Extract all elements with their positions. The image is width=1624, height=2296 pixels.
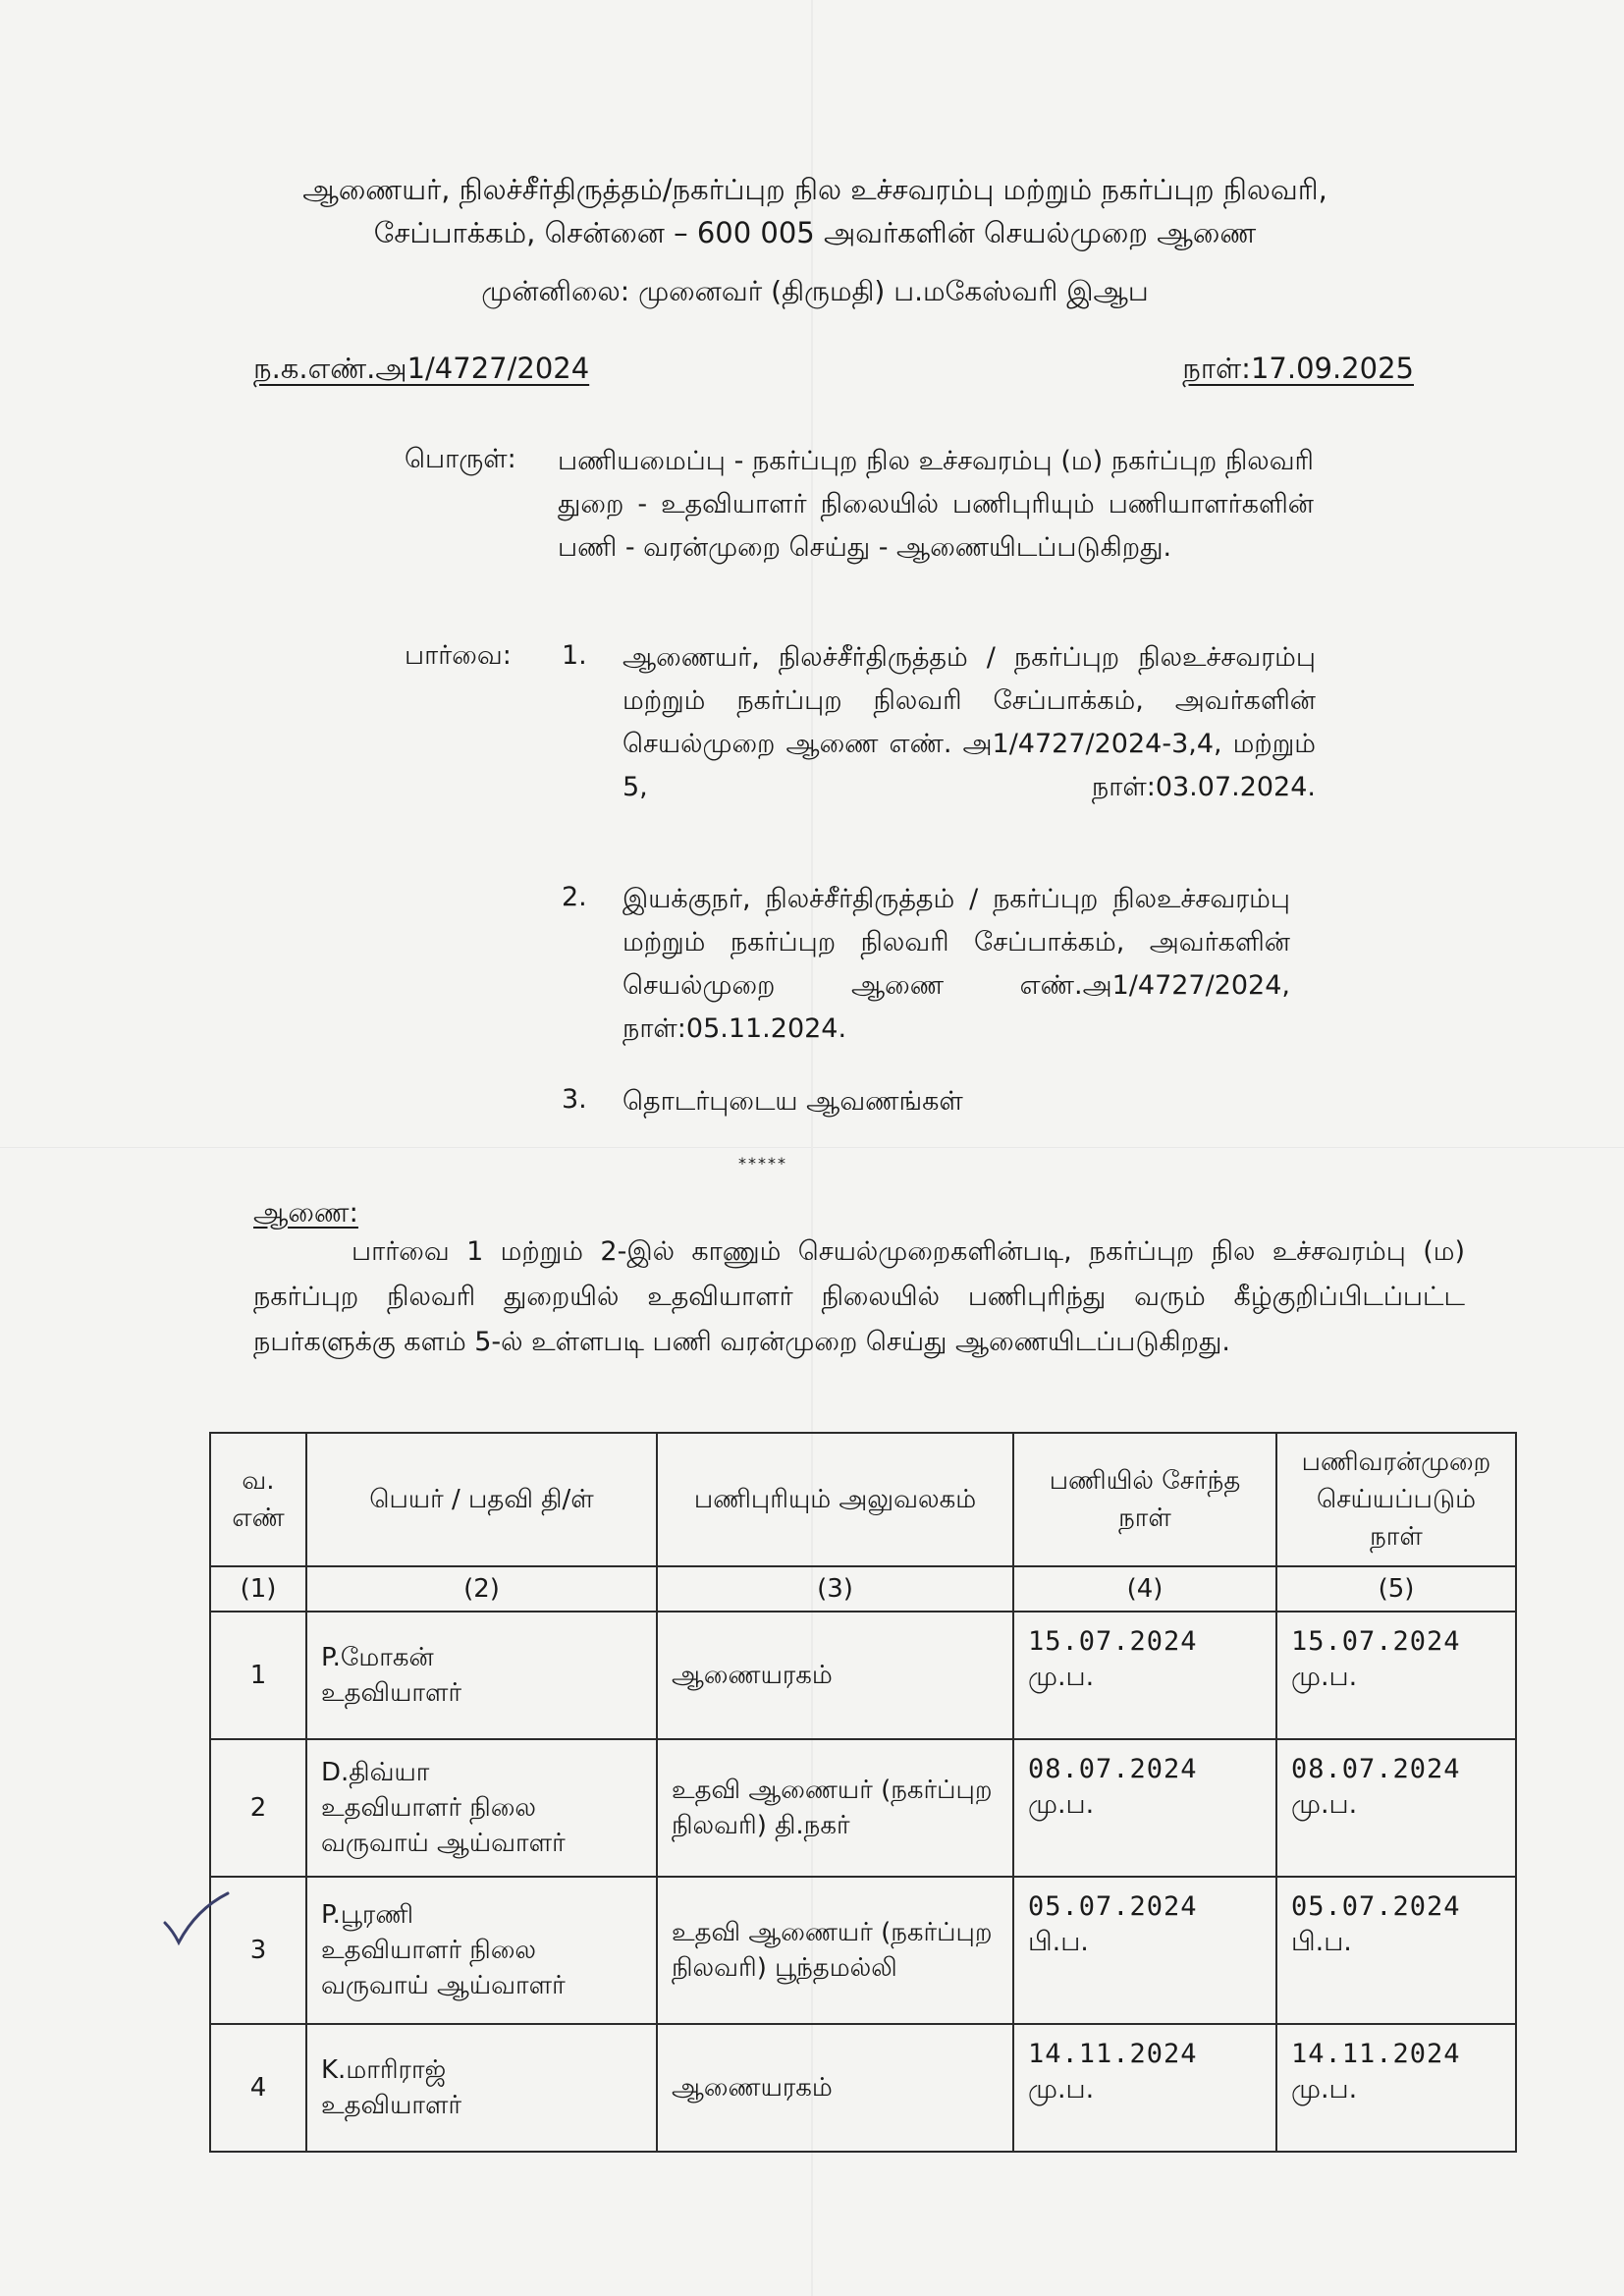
handwritten-tick-icon [157, 1886, 236, 1954]
regularisation-date: 05.07.2024 [1291, 1891, 1461, 1922]
regularisation-date-cell [1276, 2024, 1516, 2152]
office-cell: உதவி ஆணையர் (நகர்ப்புற நிலவரி) பூந்தமல்லி [657, 1877, 1013, 2024]
regularisation-session: பி.ப. [1291, 1927, 1352, 1957]
joining-date-cell [1013, 1739, 1276, 1877]
office-cell: உதவி ஆணையர் (நகர்ப்புற நிலவரி) தி.நகர் [657, 1739, 1013, 1877]
regularisation-date-cell [1276, 1739, 1516, 1877]
joining-date: 05.07.2024 [1028, 1891, 1198, 1922]
column-header: பணிபுரியும் அலுவலகம் [657, 1433, 1013, 1566]
column-header: பணிவரன்முறை செய்யப்படும் நாள் [1276, 1433, 1516, 1566]
joining-session: மு.ப. [1028, 2074, 1095, 2105]
order-body: பார்வை 1 மற்றும் 2-இல் காணும் செயல்முறைகளின்படி, நகர்ப்புற நில உச்சவரம்பு (ம) நகர்ப்புற நிலவரி துறையில் உதவியாளர் நிலையில் பணிபுரிந்து வரும் கீழ்குறிப்பிடப்பட்ட நபர்களுக்கு களம் 5-ல் உள்ளபடி பணி வரன்முறை செய்து ஆணையிடப்படுகிறது. [253, 1236, 1465, 1357]
staff-table [209, 1432, 1517, 2153]
subject-text: பணியமைப்பு - நகர்ப்புற நில உச்சவரம்பு (ம) நகர்ப்புற நிலவரி துறை - உதவியாளர் நிலையில் பணிபுரியும் பணியாளர்களின் பணி - வரன்முறை செய்து - ஆணையிடப்படுகிறது. [558, 446, 1314, 563]
joining-date: 08.07.2024 [1028, 1754, 1198, 1784]
reference-number: 1. [562, 640, 587, 671]
name-post-cell [306, 1612, 657, 1739]
office-cell: ஆணையரகம் [657, 2024, 1013, 2152]
references-label: பார்வை: [405, 640, 512, 671]
section-separator: ***** [738, 1154, 787, 1173]
table-row [210, 1739, 1516, 1877]
joining-session: பி.ப. [1028, 1927, 1089, 1957]
staff-name: K.மாரிராஜ் [321, 2055, 447, 2085]
subject-label: பொருள்: [405, 444, 516, 474]
staff-post: உதவியாளர் [321, 1678, 462, 1708]
regularisation-date: 14.11.2024 [1291, 2039, 1461, 2069]
regularisation-session: மு.ப. [1291, 1662, 1358, 1692]
joining-session: மு.ப. [1028, 1662, 1095, 1692]
serial-number: 1 [210, 1612, 306, 1739]
order-date: நாள்:17.09.2025 [1182, 352, 1414, 385]
presence-line: முன்னிலை: முனைவர் (திருமதி) ப.மகேஸ்வரி இஆப [481, 275, 1149, 307]
table-row [210, 1877, 1516, 2024]
staff-name: D.திவ்யா [321, 1758, 430, 1787]
column-index: (3) [657, 1566, 1013, 1612]
table-row [210, 2024, 1516, 2152]
table-row [210, 1612, 1516, 1739]
issuer-line-1: ஆணையர், நிலச்சீர்திருத்தம்/நகர்ப்புற நில உச்சவரம்பு மற்றும் நகர்ப்புற நிலவரி, [302, 173, 1327, 206]
regularisation-date-cell [1276, 1877, 1516, 2024]
serial-number: 4 [210, 2024, 306, 2152]
joining-date: 15.07.2024 [1028, 1626, 1198, 1657]
regularisation-date-cell [1276, 1612, 1516, 1739]
serial-number: 3 [210, 1877, 306, 2024]
column-index: (1) [210, 1566, 306, 1612]
staff-name: P.மோகன் [321, 1643, 434, 1672]
reference-item: இயக்குநர், நிலச்சீர்திருத்தம் / நகர்ப்புற நிலஉச்சவரம்பு மற்றும் நகர்ப்புற நிலவரி சேப்பாக்கம், அவர்களின் செயல்முறை ஆணை எண்.அ1/4727/2024, நாள்:05.11.2024. [623, 884, 1290, 1044]
staff-name: P.பூரணி [321, 1900, 413, 1930]
name-post-cell [306, 1877, 657, 2024]
staff-post: உதவியாளர் [321, 2091, 462, 2120]
column-index: (4) [1013, 1566, 1276, 1612]
joining-date-cell [1013, 1612, 1276, 1739]
column-index: (2) [306, 1566, 657, 1612]
column-index: (5) [1276, 1566, 1516, 1612]
regularisation-session: மு.ப. [1291, 2074, 1358, 2105]
staff-post: உதவியாளர் நிலை வருவாய் ஆய்வாளர் [321, 1793, 566, 1858]
joining-date-cell [1013, 2024, 1276, 2152]
joining-session: மு.ப. [1028, 1789, 1095, 1820]
issuer-line-2: சேப்பாக்கம், சென்னை – 600 005 அவர்களின் செயல்முறை ஆணை [373, 216, 1257, 249]
reference-item: தொடர்புடைய ஆவணங்கள் [623, 1086, 963, 1117]
joining-date: 14.11.2024 [1028, 2039, 1198, 2069]
name-post-cell [306, 2024, 657, 2152]
order-heading: ஆணை: [253, 1196, 358, 1229]
serial-number: 2 [210, 1739, 306, 1877]
regularisation-date: 15.07.2024 [1291, 1626, 1461, 1657]
reference-number: 2. [562, 882, 587, 912]
staff-post: உதவியாளர் நிலை வருவாய் ஆய்வாளர் [321, 1936, 566, 2000]
column-header: பெயர் / பதவி தி/ள் [306, 1433, 657, 1566]
regularisation-session: மு.ப. [1291, 1789, 1358, 1820]
office-cell: ஆணையரகம் [657, 1612, 1013, 1739]
column-header: வ. எண் [210, 1433, 306, 1566]
reference-number: 3. [562, 1084, 587, 1115]
regularisation-date: 08.07.2024 [1291, 1754, 1461, 1784]
column-header: பணியில் சேர்ந்த நாள் [1013, 1433, 1276, 1566]
name-post-cell [306, 1739, 657, 1877]
file-number: ந.க.எண்.அ1/4727/2024 [253, 352, 590, 385]
reference-item: ஆணையர், நிலச்சீர்திருத்தம் / நகர்ப்புற நிலஉச்சவரம்பு மற்றும் நகர்ப்புற நிலவரி சேப்பாக்கம், அவர்களின் செயல்முறை ஆணை எண். அ1/4727/2024-3,4, மற்றும் 5, நாள்:03.07.2024. [623, 642, 1316, 802]
joining-date-cell [1013, 1877, 1276, 2024]
